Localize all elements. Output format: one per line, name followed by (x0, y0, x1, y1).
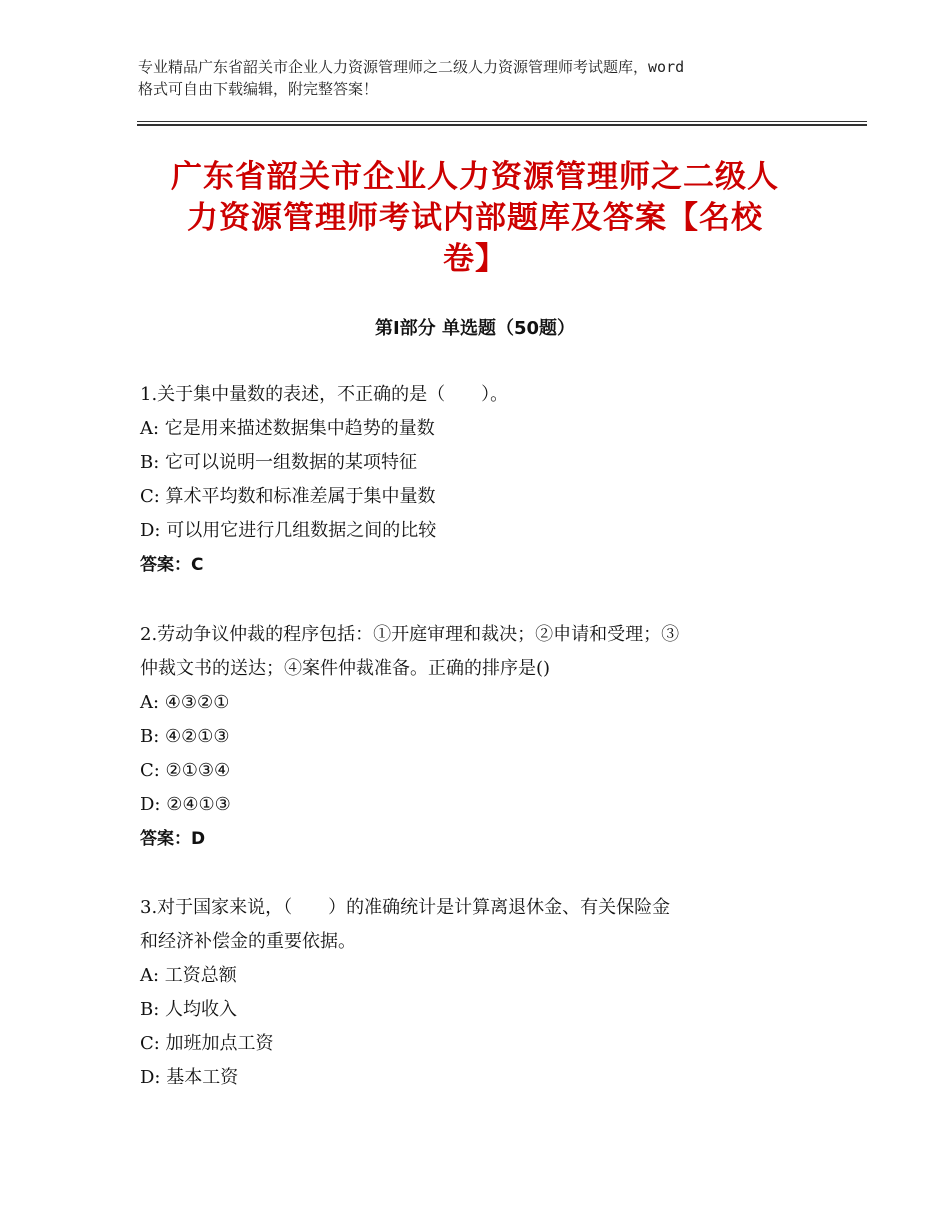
answer: 答案：C (140, 555, 204, 575)
option-d: D: 可以用它进行几组数据之间的比较 (140, 520, 437, 541)
question-stem: 1.关于集中量数的表述，不正确的是（ ）。 (140, 384, 509, 405)
option-a: A: ④③②① (140, 692, 230, 713)
title-line: 卷】 (443, 241, 507, 277)
title-line: 广东省韶关市企业人力资源管理师之二级人 (171, 159, 779, 195)
header-note-line: 专业精品广东省韶关市企业人力资源管理师之二级人力资源管理师考试题库，word (138, 58, 685, 76)
question-stem: 仲裁文书的送达；④案件仲裁准备。正确的排序是() (140, 658, 551, 679)
document-title (140, 157, 810, 280)
option-a: A: 它是用来描述数据集中趋势的量数 (140, 418, 435, 439)
header-note (138, 56, 828, 100)
option-a: A: 工资总额 (140, 965, 237, 986)
question-stem: 3.对于国家来说，（ ）的准确统计是计算离退休金、有关保险金 (140, 897, 671, 918)
header-divider (137, 121, 867, 122)
option-c: C: 加班加点工资 (140, 1033, 274, 1054)
option-d: D: 基本工资 (140, 1067, 239, 1088)
option-d: D: ②④①③ (140, 794, 231, 815)
question-1 (140, 378, 820, 582)
option-c: C: 算术平均数和标准差属于集中量数 (140, 486, 436, 507)
header-divider-thick (137, 124, 867, 126)
question-3 (140, 891, 820, 1095)
question-2 (140, 618, 820, 856)
title-line: 力资源管理师考试内部题库及答案【名校 (187, 200, 763, 236)
option-b: B: ④②①③ (140, 726, 230, 747)
question-stem: 和经济补偿金的重要依据。 (140, 931, 356, 952)
option-b: B: 人均收入 (140, 999, 238, 1020)
question-stem: 2.劳动争议仲裁的程序包括：①开庭审理和裁决；②申请和受理；③ (140, 624, 680, 645)
option-b: B: 它可以说明一组数据的某项特征 (140, 452, 418, 473)
option-c: C: ②①③④ (140, 760, 231, 781)
header-note-line: 格式可自由下载编辑，附完整答案！ (138, 80, 379, 98)
section-title: 第Ⅰ部分 单选题（50题） (374, 318, 575, 339)
answer: 答案：D (140, 829, 206, 849)
